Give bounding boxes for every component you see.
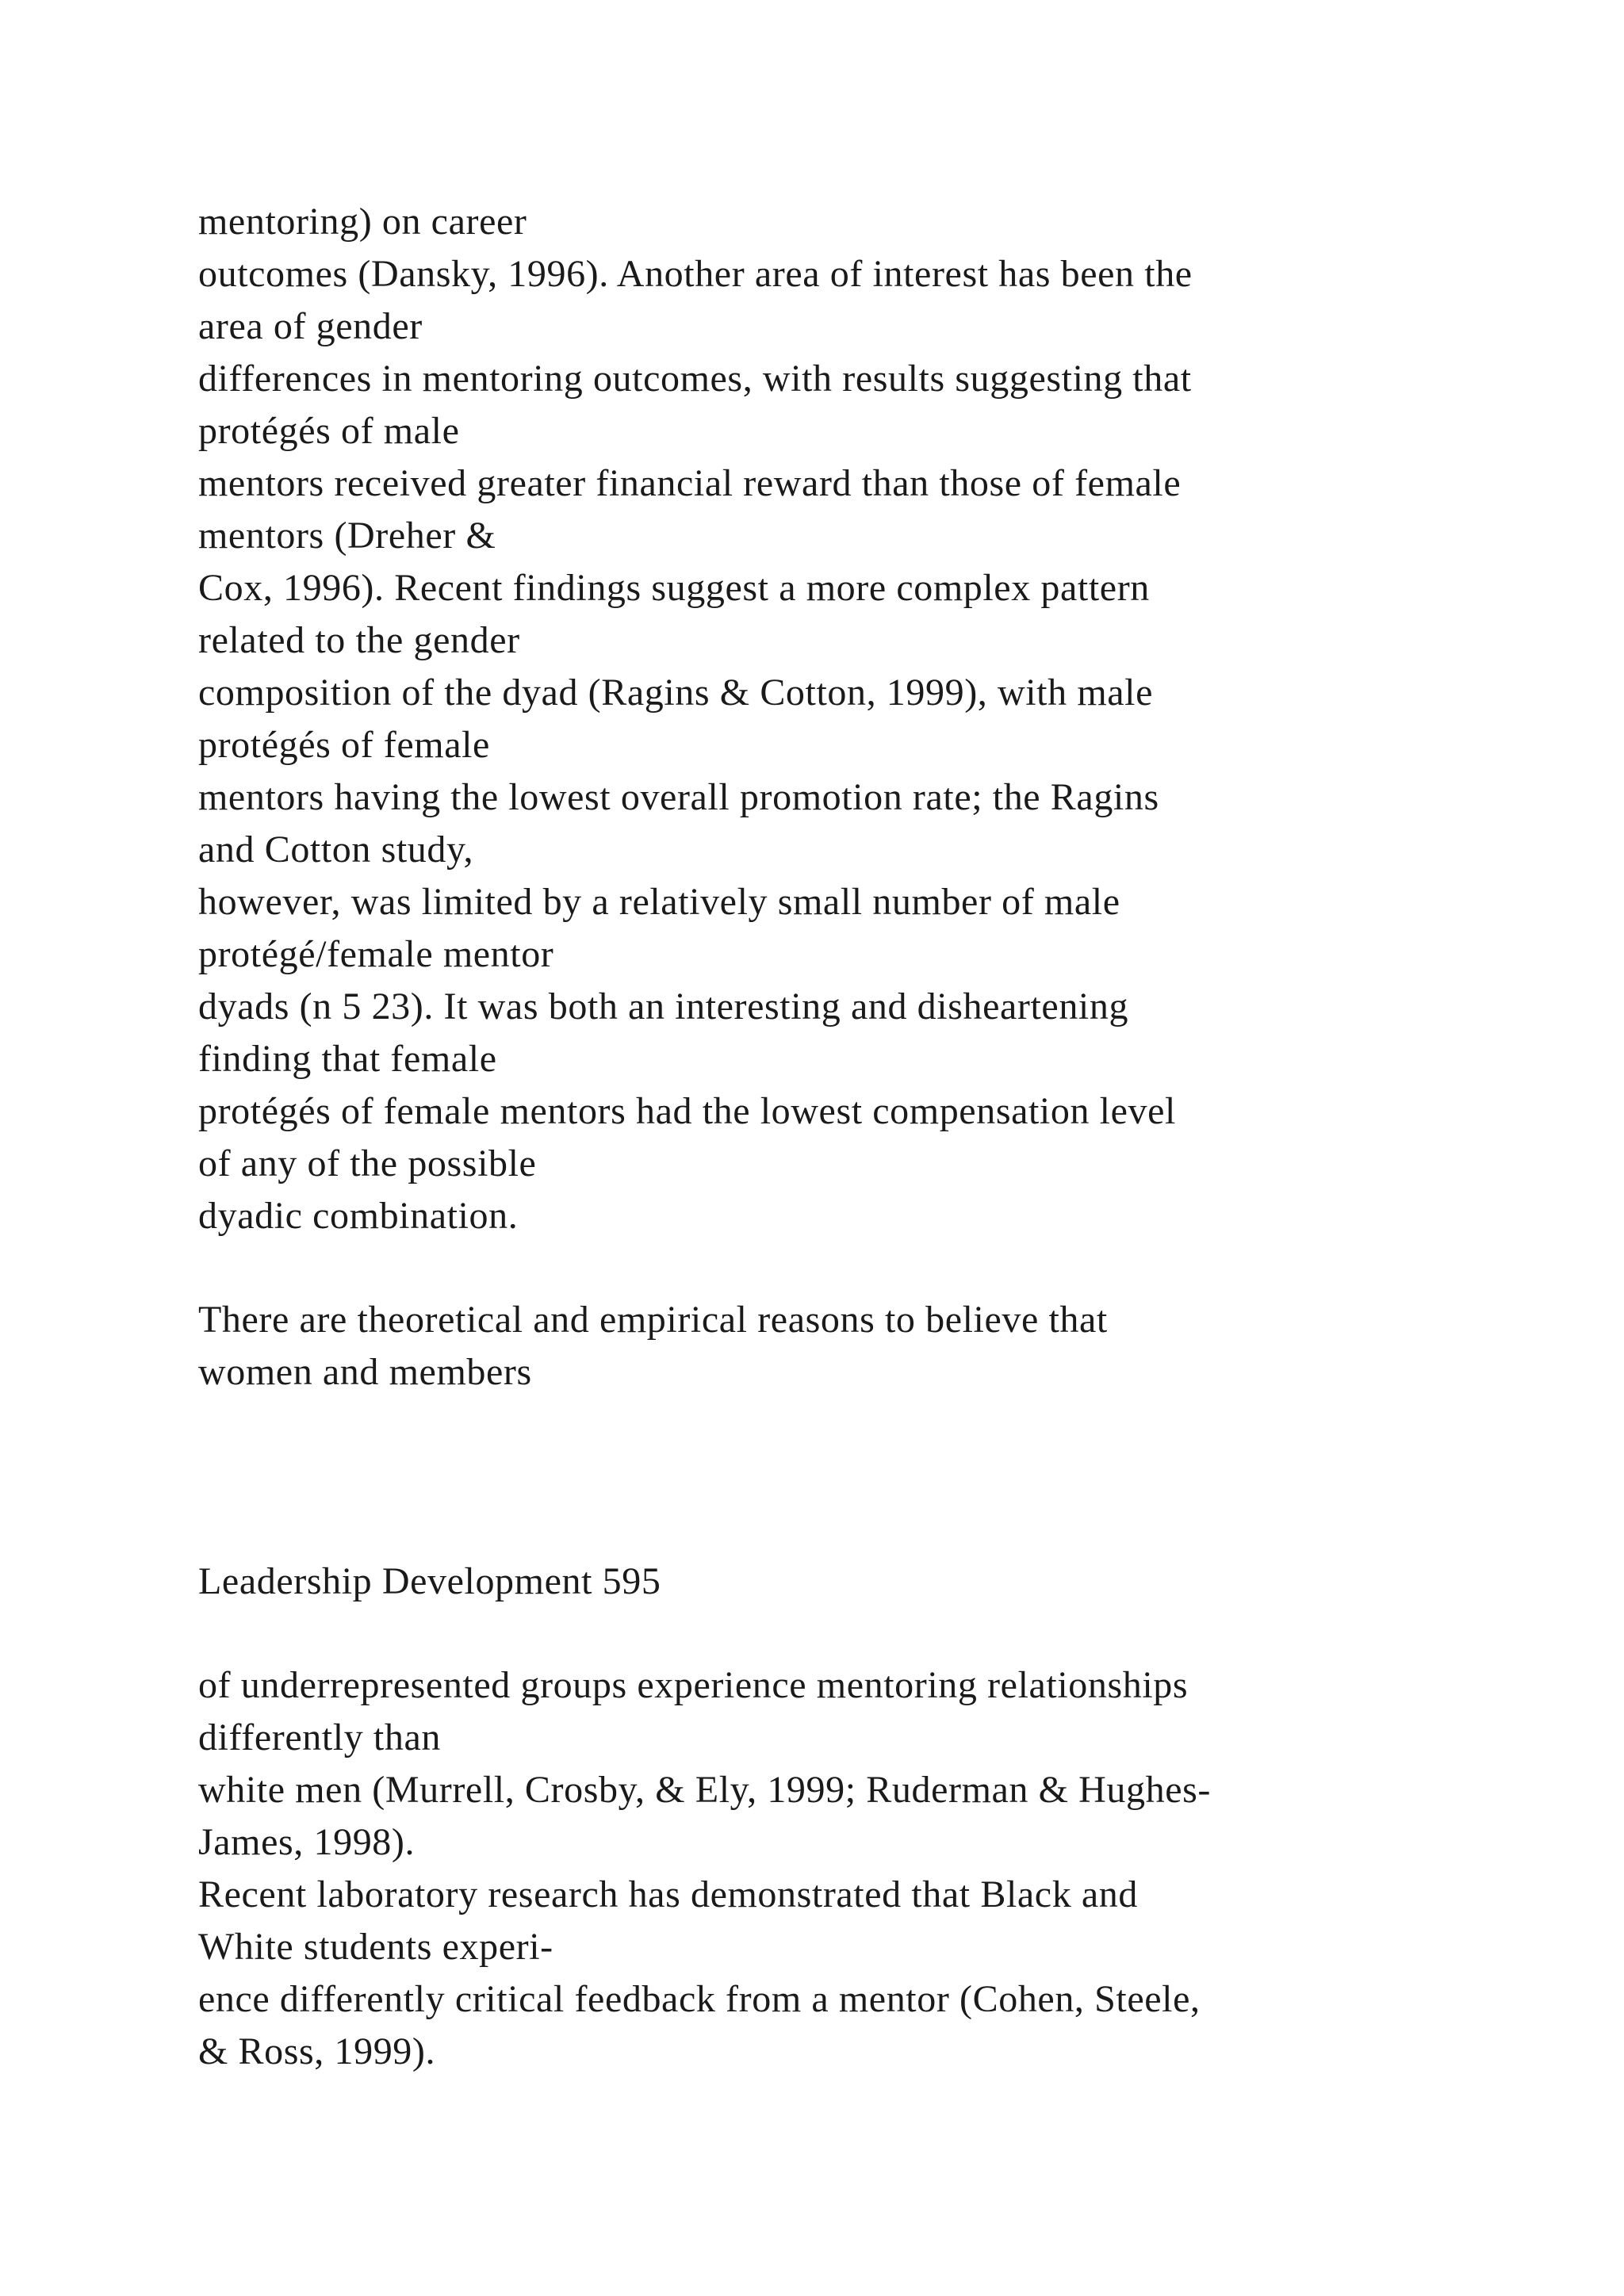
text-line: women and members <box>198 1351 532 1393</box>
text-line: differences in mentoring outcomes, with results suggesting that <box>198 358 1192 400</box>
text-line: protégés of female mentors had the lowest compensation level <box>198 1090 1176 1132</box>
text-line: dyads (n 5 23). It was both an interesting and disheartening <box>198 985 1129 1027</box>
text-line: composition of the dyad (Ragins & Cotton, 1999), with male <box>198 672 1154 714</box>
text-line: Cox, 1996). Recent findings suggest a more complex pattern <box>198 567 1150 609</box>
text-line: White students experi- <box>198 1926 553 1968</box>
text-line: protégé/female mentor <box>198 933 554 975</box>
text-line: of any of the possible <box>198 1142 537 1184</box>
text-line: protégés of female <box>198 724 490 766</box>
text-line: finding that female <box>198 1038 497 1080</box>
text-line: white men (Murrell, Crosby, & Ely, 1999; Ruderman & Hughes- <box>198 1769 1211 1811</box>
text-line: mentoring) on career <box>198 201 527 243</box>
text-line: differently than <box>198 1716 441 1758</box>
text-line: and Cotton study, <box>198 828 474 871</box>
text-line: dyadic combination. <box>198 1195 519 1237</box>
text-line: mentors received greater financial reward than those of female <box>198 462 1182 504</box>
text-line: Recent laboratory research has demonstrated that Black and <box>198 1873 1138 1915</box>
text-line: There are theoretical and empirical reasons to believe that <box>198 1299 1108 1341</box>
text-line: & Ross, 1999). <box>198 2030 436 2072</box>
text-line: of underrepresented groups experience mentoring relationships <box>198 1664 1189 1706</box>
text-line: protégés of male <box>198 410 460 452</box>
text-line: outcomes (Dansky, 1996). Another area of interest has been the <box>198 253 1193 295</box>
text-line: related to the gender <box>198 619 520 661</box>
text-line: however, was limited by a relatively small number of male <box>198 881 1120 923</box>
text-line: James, 1998). <box>198 1821 416 1863</box>
text-line: mentors having the lowest overall promotion rate; the Ragins <box>198 776 1159 818</box>
text-line: mentors (Dreher & <box>198 515 496 557</box>
running-header: Leadership Development 595 <box>198 1560 661 1602</box>
text-line: ence differently critical feedback from a mentor (Cohen, Steele, <box>198 1978 1201 2020</box>
text-line: area of gender <box>198 305 423 347</box>
